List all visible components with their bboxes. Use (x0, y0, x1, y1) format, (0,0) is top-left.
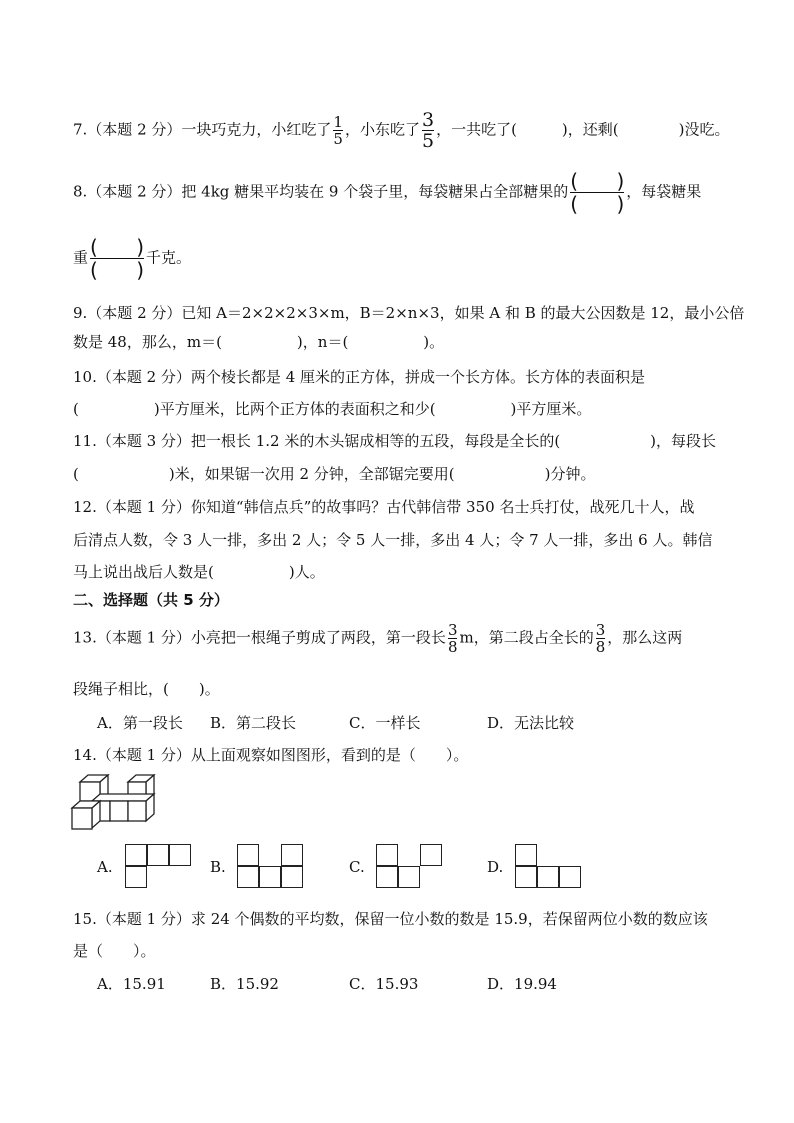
question-9-line-1: 9.（本题 2 分）已知 A＝2×2×2×3×m，B＝2×n×3，如果 A 和 B 的最大公因数是 12，最小公倍 (73, 304, 745, 322)
question-12-line-3: 马上说出战后人数是( )人。 (73, 563, 325, 581)
option-c[interactable]: C．15.93 (349, 975, 419, 993)
option-a-grid[interactable] (125, 844, 195, 888)
option-c[interactable]: C．一样长 (349, 714, 421, 732)
fraction-3-8: $\frac{3}{8}$ (447, 621, 458, 656)
question-14-line: 14.（本题 1 分）从上面观察如图图形，看到的是（ ）。 (73, 746, 469, 764)
option-c-grid[interactable] (376, 844, 446, 888)
question-8-line-2: 重 ( ) ( ) 千克。 (73, 235, 192, 282)
question-12-line-2: 后清点人数，令 3 人一排，多出 2 人；令 5 人一排，多出 4 人；令 7 人一排，多出 6 人。韩信 (73, 531, 713, 549)
option-d[interactable]: D．无法比较 (487, 714, 575, 732)
blank-fraction[interactable]: ( ) ( ) (90, 235, 145, 282)
fraction-1-5: $\frac{1}{5}$ (333, 113, 343, 148)
question-12-line-1: 12.（本题 1 分）你知道“韩信点兵”的故事吗？古代韩信带 350 名士兵打仗，战死几十人，战 (73, 498, 695, 516)
question-9-line-2: 数是 48，那么，m＝( )，n＝( )。 (73, 333, 445, 351)
blank-fraction[interactable]: ( ) ( ) (570, 169, 625, 216)
option-d[interactable]: D．19.94 (487, 975, 557, 993)
question-10-line-2: ( )平方厘米，比两个正方体的表面积之和少( )平方厘米。 (73, 400, 592, 418)
option-d-grid[interactable] (515, 844, 585, 888)
option-b[interactable]: B．15.92 (210, 975, 279, 993)
fraction-3-8: $\frac{3}{8}$ (595, 621, 606, 656)
question-7: 7.（本题 2 分）一块巧克力，小红吃了 $\frac{1}{5}$ ，小东吃了 $\frac{3}{5}$ ，一共吃了( )，还剩( )没吃。 (73, 109, 730, 152)
cube-figure (70, 774, 156, 834)
question-8-line-1: 8.（本题 2 分）把 4kg 糖果平均装在 9 个袋子里，每袋糖果占全部糖果的 ( ) ( ) ，每袋糖果 (73, 169, 702, 216)
option-a-label[interactable]: A. (97, 858, 113, 876)
question-13-line-1: 13.（本题 1 分）小亮把一根绳子剪成了两段，第一段长 $\frac{3}{8}$ m，第二段占全长的 $\frac{3}{8}$ ，那么这两 (73, 621, 683, 656)
question-10-line-1: 10.（本题 2 分）两个棱长都是 4 厘米的正方体，拼成一个长方体。长方体的表面积是 (73, 368, 646, 386)
option-b-label[interactable]: B. (210, 858, 226, 876)
question-11-line-1: 11.（本题 3 分）把一根长 1.2 米的木头锯成相等的五段，每段是全长的( )，每段长 (73, 432, 717, 450)
option-a[interactable]: A．15.91 (97, 975, 166, 993)
option-b-grid[interactable] (237, 844, 307, 888)
fraction-3-5: $\frac{3}{5}$ (421, 109, 435, 152)
section-heading: 二、选择题（共 5 分） (73, 591, 229, 609)
question-15-line-2: 是（ ）。 (73, 942, 156, 960)
option-a[interactable]: A．第一段长 (97, 714, 183, 732)
option-c-label[interactable]: C. (349, 858, 365, 876)
option-d-label[interactable]: D. (487, 858, 504, 876)
option-b[interactable]: B．第二段长 (210, 714, 297, 732)
question-13-line-2: 段绳子相比，( )。 (73, 680, 220, 698)
question-11-line-2: ( )米，如果锯一次用 2 分钟，全部锯完要用( )分钟。 (73, 465, 596, 483)
question-15-line-1: 15.（本题 1 分）求 24 个偶数的平均数，保留一位小数的数是 15.9，若保留两位小数的数应该 (73, 910, 708, 928)
